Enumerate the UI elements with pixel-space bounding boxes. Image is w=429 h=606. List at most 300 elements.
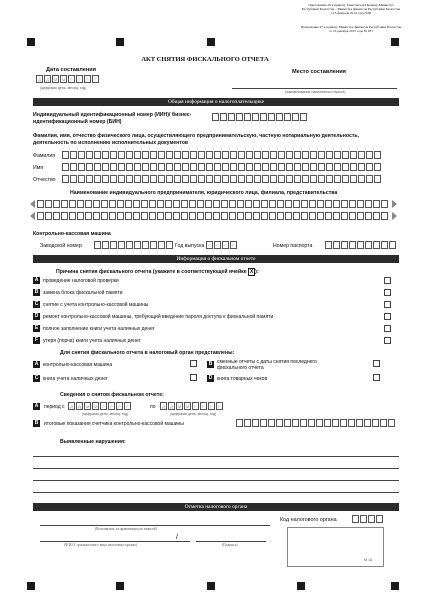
entry-cell[interactable]: [206, 151, 213, 159]
entry-cell[interactable]: [301, 212, 308, 220]
entry-cell[interactable]: [166, 175, 173, 183]
entry-cell[interactable]: [229, 200, 236, 208]
iin-cells[interactable]: [212, 113, 308, 121]
entry-cell[interactable]: [173, 200, 180, 208]
entry-cell[interactable]: [374, 151, 381, 159]
entry-cell[interactable]: [37, 212, 44, 220]
entry-cell[interactable]: [109, 200, 116, 208]
entry-cell[interactable]: [245, 212, 252, 220]
entry-cell[interactable]: [181, 200, 188, 208]
entry-cell[interactable]: [142, 151, 149, 159]
entry-cell[interactable]: [261, 200, 268, 208]
entry-cell[interactable]: [118, 241, 125, 249]
entry-cell[interactable]: Д: [76, 402, 83, 410]
entry-cell[interactable]: [157, 212, 164, 220]
entry-cell[interactable]: Г: [100, 402, 107, 410]
entry-cell[interactable]: [365, 200, 372, 208]
entry-cell[interactable]: [197, 212, 204, 220]
entry-cell[interactable]: [126, 175, 133, 183]
reason-checkbox[interactable]: [384, 277, 391, 284]
entry-cell[interactable]: [110, 163, 117, 171]
entry-cell[interactable]: [134, 151, 141, 159]
entry-cell[interactable]: М: [185, 404, 190, 409]
entry-cell[interactable]: Г: [206, 241, 213, 249]
entry-cell[interactable]: [150, 241, 157, 249]
entry-cell[interactable]: [77, 212, 84, 220]
entry-cell[interactable]: [141, 212, 148, 220]
entry-cell[interactable]: [149, 200, 156, 208]
entry-cell[interactable]: [333, 241, 340, 249]
entry-cell[interactable]: Г: [76, 75, 83, 83]
entry-cell[interactable]: Д: [68, 402, 75, 410]
reason-checkbox[interactable]: [384, 325, 391, 332]
entry-cell[interactable]: [102, 241, 109, 249]
surname-cells[interactable]: [62, 151, 382, 159]
reason-checkbox[interactable]: [384, 337, 391, 344]
entry-cell[interactable]: [277, 212, 284, 220]
entry-cell[interactable]: [268, 113, 275, 121]
entry-cell[interactable]: [182, 163, 189, 171]
entry-cell[interactable]: [350, 151, 357, 159]
entry-cell[interactable]: [261, 212, 268, 220]
entry-cell[interactable]: [333, 212, 340, 220]
entry-cell[interactable]: [293, 212, 300, 220]
entry-cell[interactable]: [349, 212, 356, 220]
entry-cell[interactable]: [182, 151, 189, 159]
entry-cell[interactable]: [270, 163, 277, 171]
entry-cell[interactable]: [117, 212, 124, 220]
entry-cell[interactable]: Г: [222, 241, 229, 249]
entry-cell[interactable]: [302, 175, 309, 183]
entry-cell[interactable]: [142, 175, 149, 183]
entry-cell[interactable]: [317, 200, 324, 208]
entry-cell[interactable]: [230, 163, 237, 171]
entry-cell[interactable]: [78, 151, 85, 159]
entry-cell[interactable]: [366, 163, 373, 171]
entry-cell[interactable]: [316, 419, 323, 427]
entry-cell[interactable]: [86, 163, 93, 171]
place-line[interactable]: [232, 88, 397, 89]
entry-cell[interactable]: [70, 175, 77, 183]
entry-cell[interactable]: [333, 200, 340, 208]
entry-cell[interactable]: [253, 212, 260, 220]
reason-checkbox[interactable]: [384, 313, 391, 320]
entry-cell[interactable]: [214, 151, 221, 159]
entry-cell[interactable]: [197, 200, 204, 208]
entry-cell[interactable]: [206, 175, 213, 183]
entry-cell[interactable]: [324, 419, 331, 427]
entry-cell[interactable]: [102, 175, 109, 183]
entry-cell[interactable]: [373, 241, 380, 249]
entry-cell[interactable]: [278, 163, 285, 171]
entry-cell[interactable]: [93, 200, 100, 208]
entry-cell[interactable]: [62, 175, 69, 183]
tax-office-code-cells[interactable]: [352, 515, 384, 523]
entry-cell[interactable]: [310, 175, 317, 183]
entry-cell[interactable]: [286, 163, 293, 171]
entry-cell[interactable]: [221, 212, 228, 220]
entry-cell[interactable]: [94, 151, 101, 159]
entry-cell[interactable]: [166, 163, 173, 171]
entry-cell[interactable]: [174, 151, 181, 159]
entry-cell[interactable]: Г: [214, 241, 221, 249]
entry-cell[interactable]: [101, 212, 108, 220]
entry-cell[interactable]: [309, 200, 316, 208]
entry-cell[interactable]: [150, 151, 157, 159]
entry-cell[interactable]: [109, 212, 116, 220]
entry-cell[interactable]: [85, 200, 92, 208]
entry-cell[interactable]: [389, 241, 396, 249]
reason-checkbox[interactable]: [384, 289, 391, 296]
entry-cell[interactable]: [269, 212, 276, 220]
entry-cell[interactable]: [238, 151, 245, 159]
entry-cell[interactable]: [300, 419, 307, 427]
entry-cell[interactable]: Г: [230, 241, 237, 249]
entry-cell[interactable]: [276, 113, 283, 121]
entry-cell[interactable]: Г: [124, 402, 131, 410]
entry-cell[interactable]: [373, 212, 380, 220]
name-cells[interactable]: [62, 163, 382, 171]
entry-cell[interactable]: [86, 151, 93, 159]
entry-cell[interactable]: [237, 200, 244, 208]
entry-cell[interactable]: [284, 113, 291, 121]
entry-cell[interactable]: [228, 113, 235, 121]
entry-cell[interactable]: [285, 200, 292, 208]
violations-line[interactable]: [33, 468, 399, 469]
entry-cell[interactable]: [62, 151, 69, 159]
entry-cell[interactable]: [325, 241, 332, 249]
violations-line[interactable]: [33, 492, 399, 493]
entry-cell[interactable]: [302, 151, 309, 159]
entry-cell[interactable]: [165, 212, 172, 220]
entry-cell[interactable]: [78, 175, 85, 183]
entry-cell[interactable]: [342, 163, 349, 171]
entry-cell[interactable]: [206, 163, 213, 171]
entry-cell[interactable]: [380, 419, 387, 427]
entry-cell[interactable]: [45, 200, 52, 208]
entry-cell[interactable]: [246, 163, 253, 171]
entry-cell[interactable]: [342, 175, 349, 183]
entry-cell[interactable]: [325, 212, 332, 220]
entry-cell[interactable]: [325, 200, 332, 208]
entry-cell[interactable]: [61, 200, 68, 208]
entry-cell[interactable]: [358, 163, 365, 171]
entry-cell[interactable]: [118, 163, 125, 171]
entry-cell[interactable]: [358, 175, 365, 183]
entry-cell[interactable]: [101, 200, 108, 208]
entry-cell[interactable]: [365, 212, 372, 220]
entry-cell[interactable]: [94, 241, 101, 249]
period-from-cells[interactable]: [68, 402, 132, 410]
entry-cell[interactable]: [254, 175, 261, 183]
entry-cell[interactable]: [190, 151, 197, 159]
entry-cell[interactable]: [268, 419, 275, 427]
entry-cell[interactable]: [308, 419, 315, 427]
entry-cell[interactable]: Г: [84, 75, 91, 83]
entry-cell[interactable]: [222, 163, 229, 171]
submitted-receipts-checkbox[interactable]: [373, 374, 380, 381]
entry-cell[interactable]: [118, 175, 125, 183]
entry-cell[interactable]: [189, 200, 196, 208]
entry-cell[interactable]: [360, 515, 367, 523]
entry-cell[interactable]: [310, 163, 317, 171]
entry-cell[interactable]: [230, 151, 237, 159]
entry-cell[interactable]: [198, 151, 205, 159]
submitted-reports-checkbox[interactable]: [373, 360, 380, 367]
entry-cell[interactable]: [381, 241, 388, 249]
entry-cell[interactable]: [357, 200, 364, 208]
entry-cell[interactable]: [269, 200, 276, 208]
entry-cell[interactable]: [230, 175, 237, 183]
entry-cell[interactable]: [220, 113, 227, 121]
year-cells[interactable]: [206, 241, 238, 249]
entry-cell[interactable]: [374, 175, 381, 183]
entry-cell[interactable]: [293, 200, 300, 208]
entry-cell[interactable]: [110, 151, 117, 159]
entry-cell[interactable]: [174, 163, 181, 171]
entry-cell[interactable]: [381, 212, 388, 220]
entry-cell[interactable]: [286, 151, 293, 159]
entry-cell[interactable]: Д: [168, 402, 175, 410]
entry-cell[interactable]: [166, 241, 173, 249]
entry-cell[interactable]: [332, 419, 339, 427]
entry-cell[interactable]: [61, 212, 68, 220]
entry-cell[interactable]: [94, 175, 101, 183]
entry-cell[interactable]: М: [177, 404, 182, 409]
official-line[interactable]: [40, 525, 270, 526]
entry-cell[interactable]: [236, 419, 243, 427]
entry-cell[interactable]: [102, 163, 109, 171]
entry-cell[interactable]: [365, 241, 372, 249]
entry-cell[interactable]: [381, 200, 388, 208]
entry-cell[interactable]: [252, 419, 259, 427]
entry-cell[interactable]: [301, 200, 308, 208]
entry-cell[interactable]: [212, 113, 219, 121]
entry-cell[interactable]: [102, 151, 109, 159]
entry-cell[interactable]: [182, 175, 189, 183]
entry-cell[interactable]: [285, 212, 292, 220]
entry-cell[interactable]: [222, 151, 229, 159]
entry-cell[interactable]: [62, 163, 69, 171]
entry-cell[interactable]: [286, 175, 293, 183]
period-to-cells[interactable]: [160, 402, 224, 410]
entry-cell[interactable]: [86, 175, 93, 183]
entry-cell[interactable]: [349, 200, 356, 208]
entry-cell[interactable]: Г: [200, 402, 207, 410]
entry-cell[interactable]: [133, 200, 140, 208]
entry-cell[interactable]: [326, 163, 333, 171]
violations-line[interactable]: [33, 456, 399, 457]
entry-cell[interactable]: [238, 163, 245, 171]
entry-cell[interactable]: [45, 212, 52, 220]
entry-cell[interactable]: М: [93, 404, 98, 409]
entry-cell[interactable]: [340, 419, 347, 427]
entry-cell[interactable]: Г: [192, 402, 199, 410]
entry-cell[interactable]: [69, 212, 76, 220]
entry-cell[interactable]: [70, 163, 77, 171]
entry-cell[interactable]: [270, 151, 277, 159]
entry-cell[interactable]: [252, 113, 259, 121]
entry-cell[interactable]: [190, 175, 197, 183]
entry-cell[interactable]: [388, 419, 395, 427]
entry-cell[interactable]: [93, 212, 100, 220]
entry-cell[interactable]: [238, 175, 245, 183]
entry-cell[interactable]: [158, 151, 165, 159]
entry-cell[interactable]: [141, 200, 148, 208]
entry-cell[interactable]: [366, 175, 373, 183]
entry-cell[interactable]: [278, 175, 285, 183]
entry-cell[interactable]: [198, 175, 205, 183]
entry-cell[interactable]: М: [53, 77, 58, 82]
entry-cell[interactable]: [134, 241, 141, 249]
entry-cell[interactable]: Г: [92, 75, 99, 83]
entry-cell[interactable]: Г: [116, 402, 123, 410]
entry-cell[interactable]: [246, 151, 253, 159]
entry-cell[interactable]: [214, 163, 221, 171]
entry-cell[interactable]: [300, 113, 307, 121]
entry-cell[interactable]: [276, 419, 283, 427]
entry-cell[interactable]: [110, 175, 117, 183]
violations-line[interactable]: [33, 480, 399, 481]
entry-cell[interactable]: [357, 241, 364, 249]
entry-cell[interactable]: [173, 212, 180, 220]
entry-cell[interactable]: [150, 163, 157, 171]
entry-cell[interactable]: [53, 200, 60, 208]
entry-cell[interactable]: [214, 175, 221, 183]
entry-cell[interactable]: [246, 175, 253, 183]
submitted-kkm-checkbox[interactable]: [190, 360, 197, 367]
entry-cell[interactable]: [125, 200, 132, 208]
entry-cell[interactable]: [110, 241, 117, 249]
entry-cell[interactable]: [117, 200, 124, 208]
entry-cell[interactable]: [292, 419, 299, 427]
entry-cell[interactable]: [229, 212, 236, 220]
entry-cell[interactable]: [158, 175, 165, 183]
entry-cell[interactable]: [262, 151, 269, 159]
entry-cell[interactable]: [254, 163, 261, 171]
entry-cell[interactable]: [213, 212, 220, 220]
entry-cell[interactable]: [85, 212, 92, 220]
entry-cell[interactable]: [277, 200, 284, 208]
entry-cell[interactable]: [78, 163, 85, 171]
entry-cell[interactable]: [142, 241, 149, 249]
entry-cell[interactable]: [334, 163, 341, 171]
sign-line[interactable]: [196, 541, 266, 542]
entry-cell[interactable]: [126, 151, 133, 159]
entry-cell[interactable]: [292, 113, 299, 121]
org-name-cells-row1[interactable]: [37, 200, 389, 208]
entry-cell[interactable]: [352, 515, 359, 523]
entry-cell[interactable]: [245, 200, 252, 208]
entry-cell[interactable]: [294, 175, 301, 183]
entry-cell[interactable]: [125, 212, 132, 220]
entry-cell[interactable]: [158, 163, 165, 171]
entry-cell[interactable]: [310, 151, 317, 159]
entry-cell[interactable]: [253, 200, 260, 208]
entry-cell[interactable]: [158, 241, 165, 249]
entry-cell[interactable]: [260, 419, 267, 427]
entry-cell[interactable]: [318, 175, 325, 183]
entry-cell[interactable]: [278, 151, 285, 159]
entry-cell[interactable]: [205, 200, 212, 208]
entry-cell[interactable]: [53, 212, 60, 220]
entry-cell[interactable]: Д: [36, 75, 43, 83]
entry-cell[interactable]: [326, 151, 333, 159]
entry-cell[interactable]: Г: [68, 75, 75, 83]
entry-cell[interactable]: [356, 419, 363, 427]
entry-cell[interactable]: [284, 419, 291, 427]
entry-cell[interactable]: [205, 212, 212, 220]
entry-cell[interactable]: [126, 163, 133, 171]
fio-line[interactable]: [40, 541, 190, 542]
entry-cell[interactable]: [349, 241, 356, 249]
entry-cell[interactable]: [126, 241, 133, 249]
entry-cell[interactable]: [189, 212, 196, 220]
entry-cell[interactable]: [373, 200, 380, 208]
entry-cell[interactable]: [350, 163, 357, 171]
reason-checkbox[interactable]: [384, 301, 391, 308]
entry-cell[interactable]: [213, 200, 220, 208]
entry-cell[interactable]: [318, 151, 325, 159]
entry-cell[interactable]: М: [61, 77, 66, 82]
entry-cell[interactable]: Г: [216, 402, 223, 410]
entry-cell[interactable]: [181, 212, 188, 220]
entry-cell[interactable]: [262, 163, 269, 171]
entry-cell[interactable]: [270, 175, 277, 183]
entry-cell[interactable]: [372, 419, 379, 427]
entry-cell[interactable]: [134, 163, 141, 171]
entry-cell[interactable]: [366, 151, 373, 159]
entry-cell[interactable]: [260, 113, 267, 121]
entry-cell[interactable]: [317, 212, 324, 220]
entry-cell[interactable]: [326, 175, 333, 183]
entry-cell[interactable]: [318, 163, 325, 171]
serial-cells[interactable]: [94, 241, 174, 249]
entry-cell[interactable]: [368, 515, 375, 523]
entry-cell[interactable]: [134, 175, 141, 183]
entry-cell[interactable]: [341, 200, 348, 208]
entry-cell[interactable]: [94, 163, 101, 171]
entry-cell[interactable]: [341, 241, 348, 249]
org-name-cells-row2[interactable]: [37, 212, 389, 220]
passport-cells[interactable]: [325, 241, 397, 249]
entry-cell[interactable]: [190, 163, 197, 171]
entry-cell[interactable]: [133, 212, 140, 220]
entry-cell[interactable]: [374, 163, 381, 171]
entry-cell[interactable]: [376, 515, 383, 523]
entry-cell[interactable]: [69, 200, 76, 208]
submitted-cashbook-checkbox[interactable]: [190, 374, 197, 381]
entry-cell[interactable]: [236, 113, 243, 121]
entry-cell[interactable]: [364, 419, 371, 427]
entry-cell[interactable]: М: [85, 404, 90, 409]
entry-cell[interactable]: [348, 419, 355, 427]
entry-cell[interactable]: Д: [44, 75, 51, 83]
entry-cell[interactable]: [174, 175, 181, 183]
entry-cell[interactable]: [166, 151, 173, 159]
entry-cell[interactable]: [118, 151, 125, 159]
entry-cell[interactable]: Д: [160, 402, 167, 410]
entry-cell[interactable]: [357, 212, 364, 220]
patronymic-cells[interactable]: [62, 175, 382, 183]
entry-cell[interactable]: [302, 163, 309, 171]
entry-cell[interactable]: [262, 175, 269, 183]
entry-cell[interactable]: [221, 200, 228, 208]
entry-cell[interactable]: [334, 151, 341, 159]
entry-cell[interactable]: Г: [208, 402, 215, 410]
entry-cell[interactable]: [334, 175, 341, 183]
entry-cell[interactable]: [342, 151, 349, 159]
